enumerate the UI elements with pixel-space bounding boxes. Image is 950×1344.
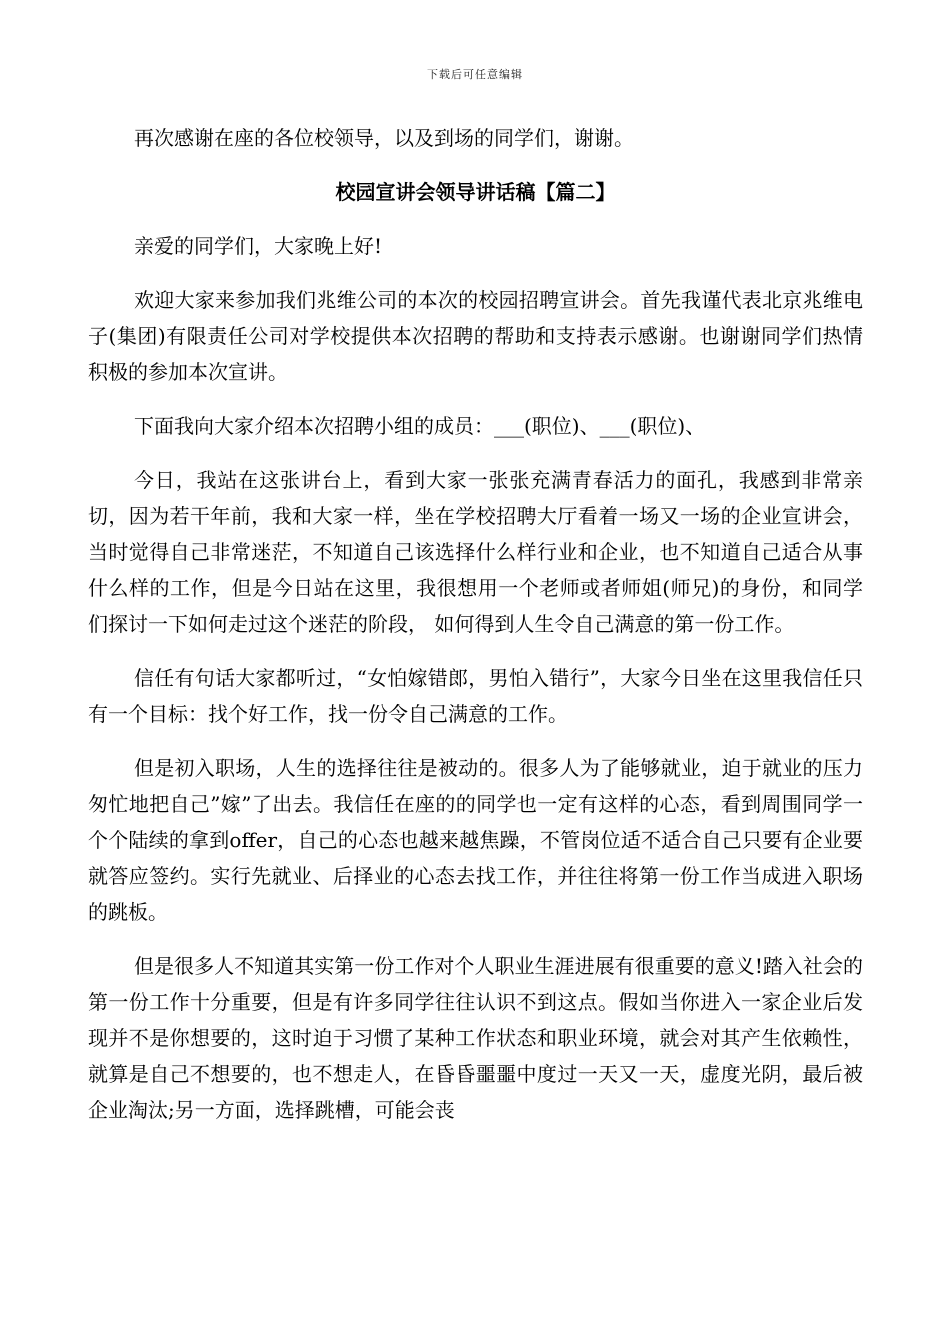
goal-paragraph: 信任有句话大家都听过，“女怕嫁错郎，男怕入错行”，大家今日坐在这里我信任只有一个目标：找个好工作，找一份令自己满意的工作。 xyxy=(88,666,863,726)
document-body xyxy=(88,120,863,1146)
first-job-importance-paragraph: 但是很多人不知道其实第一份工作对个人职业生涯进展有很重要的意义!踏入社会的第一份工作十分重要，但是有许多同学往往认识不到这点。假如当你进入一家企业后发现并不是你想要的，这时迫于习惯了某种工作状态和职业环境，就会对其产生依赖性，就算是自己不想要的，也不想走人，在昏昏噩噩中度过一天又一天，虚度光阴，最后被企业淘汰;另一方面，选择跳槽，可能会丧 xyxy=(88,954,863,1122)
personal-story-paragraph: 今日，我站在这张讲台上，看到大家一张张充满青春活力的面孔，我感到非常亲切，因为若干年前，我和大家一样，坐在学校招聘大厅看着一场又一场的企业宣讲会，当时觉得自己非常迷茫，不知道自己该选择什么样行业和企业，也不知道自己适合从事什么样的工作，但是今日站在这里，我很想用一个老师或者师姐(师兄)的身份，和同学们探讨一下如何走过这个迷茫的阶段， 如何得到人生令自己满意的第一份工作。 xyxy=(88,468,863,636)
page-header-note: 下载后可任意编辑 xyxy=(427,68,523,81)
passive-choice-paragraph: 但是初入职场，人生的选择往往是被动的。很多人为了能够就业，迫于就业的压力匆忙地把自己”嫁”了出去。我信任在座的的同学也一定有这样的心态，看到周围同学一个个陆续的拿到offer，自己的心态也越来越焦躁，不管岗位适不适合自己只要有企业要就答应签约。实行先就业、后择业的心态去找工作，并往往将第一份工作当成进入职场的跳板。 xyxy=(88,756,863,924)
welcome-paragraph: 欢迎大家来参加我们兆维公司的本次的校园招聘宣讲会。首先我谨代表北京兆维电子(集团)有限责任公司对学校提供本次招聘的帮助和支持表示感谢。也谢谢同学们热情积极的参加本次宣讲。 xyxy=(88,288,863,384)
section-title: 校园宣讲会领导讲话稿【篇二】 xyxy=(335,180,616,204)
team-intro-paragraph: 下面我向大家介绍本次招聘小组的成员：___(职位)、___(职位)、 xyxy=(134,414,706,438)
closing-thanks-paragraph: 再次感谢在座的各位校领导，以及到场的同学们，谢谢。 xyxy=(134,126,634,150)
greeting-paragraph: 亲爱的同学们，大家晚上好! xyxy=(134,234,383,258)
